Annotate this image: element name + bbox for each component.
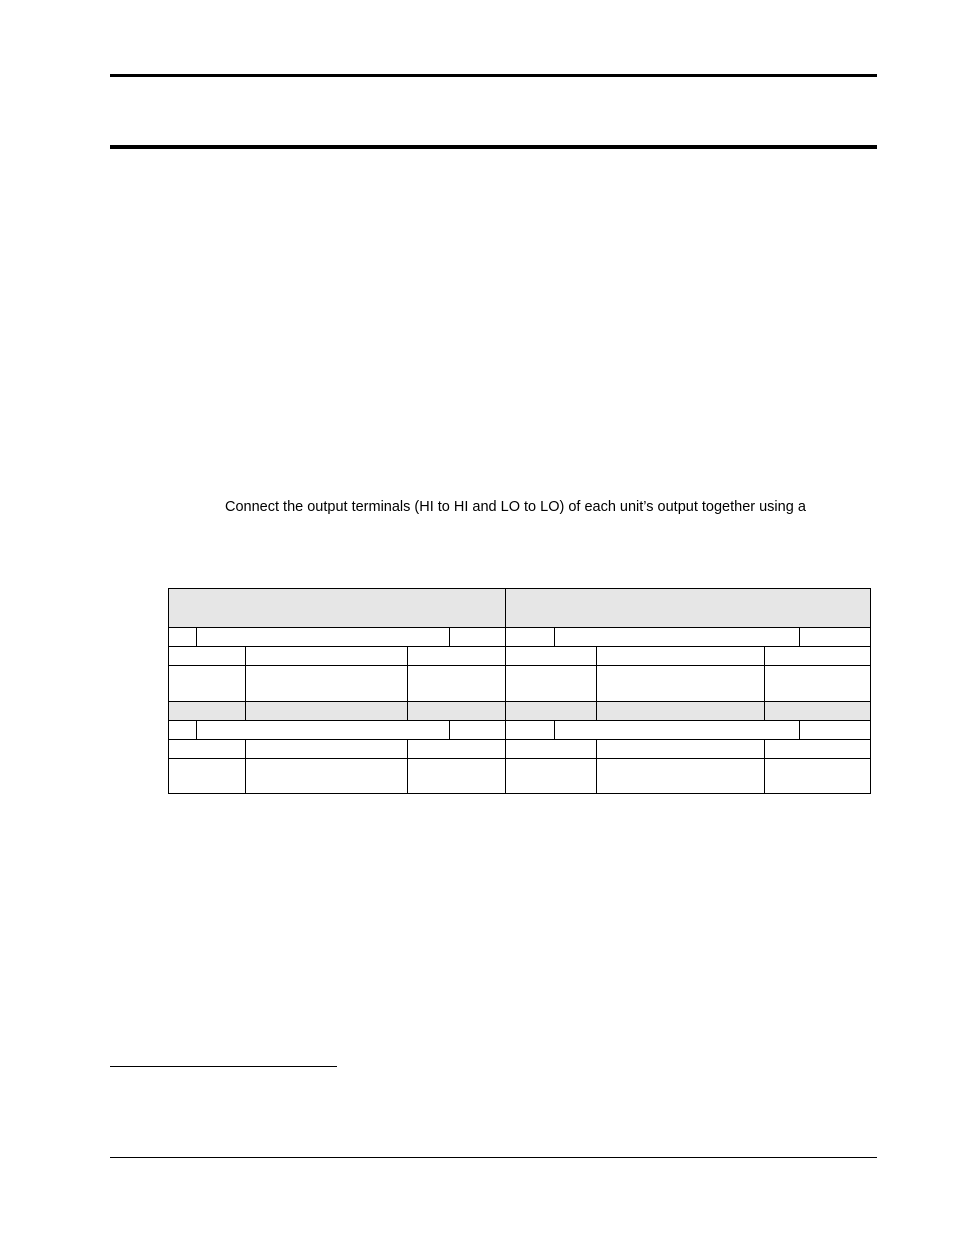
table-cell: [196, 720, 450, 740]
header-rule-top: [110, 74, 877, 77]
table-cell: [596, 646, 765, 666]
table-cell: [554, 720, 800, 740]
table-cell: [449, 627, 506, 647]
footnote-separator: [110, 1066, 337, 1067]
footer-rule: [110, 1157, 877, 1158]
table-header-left: [168, 588, 506, 628]
table-cell: [168, 701, 246, 721]
table-cell: [168, 739, 246, 759]
table-cell: [245, 758, 408, 794]
table-cell: [168, 646, 246, 666]
table-cell: [449, 720, 506, 740]
table-cell: [505, 665, 597, 702]
table-cell: [505, 627, 555, 647]
table-cell: [168, 665, 246, 702]
table-cell: [764, 739, 871, 759]
table-cell: [245, 646, 408, 666]
table-cell: [554, 627, 800, 647]
table-cell: [596, 739, 765, 759]
table-cell: [407, 701, 506, 721]
table-cell: [168, 720, 197, 740]
table-cell: [764, 758, 871, 794]
table-cell: [196, 627, 450, 647]
table-header-right: [505, 588, 871, 628]
table-cell: [407, 665, 506, 702]
table-cell: [407, 758, 506, 794]
wiring-table: [168, 588, 871, 794]
table-cell: [407, 739, 506, 759]
table-cell: [505, 758, 597, 794]
table-cell: [505, 720, 555, 740]
instruction-text: Connect the output terminals (HI to HI and LO to LO) of each unit’s output together using a: [225, 499, 806, 515]
header-rule-bottom: [110, 145, 877, 149]
table-cell: [245, 701, 408, 721]
table-cell: [764, 665, 871, 702]
table-cell: [505, 701, 597, 721]
table-cell: [799, 627, 871, 647]
table-cell: [168, 758, 246, 794]
table-cell: [596, 701, 765, 721]
table-cell: [245, 739, 408, 759]
table-cell: [505, 739, 597, 759]
table-cell: [596, 758, 765, 794]
table-cell: [596, 665, 765, 702]
table-cell: [505, 646, 597, 666]
table-cell: [799, 720, 871, 740]
table-cell: [764, 701, 871, 721]
table-cell: [245, 665, 408, 702]
table-cell: [407, 646, 506, 666]
table-cell: [764, 646, 871, 666]
table-cell: [168, 627, 197, 647]
